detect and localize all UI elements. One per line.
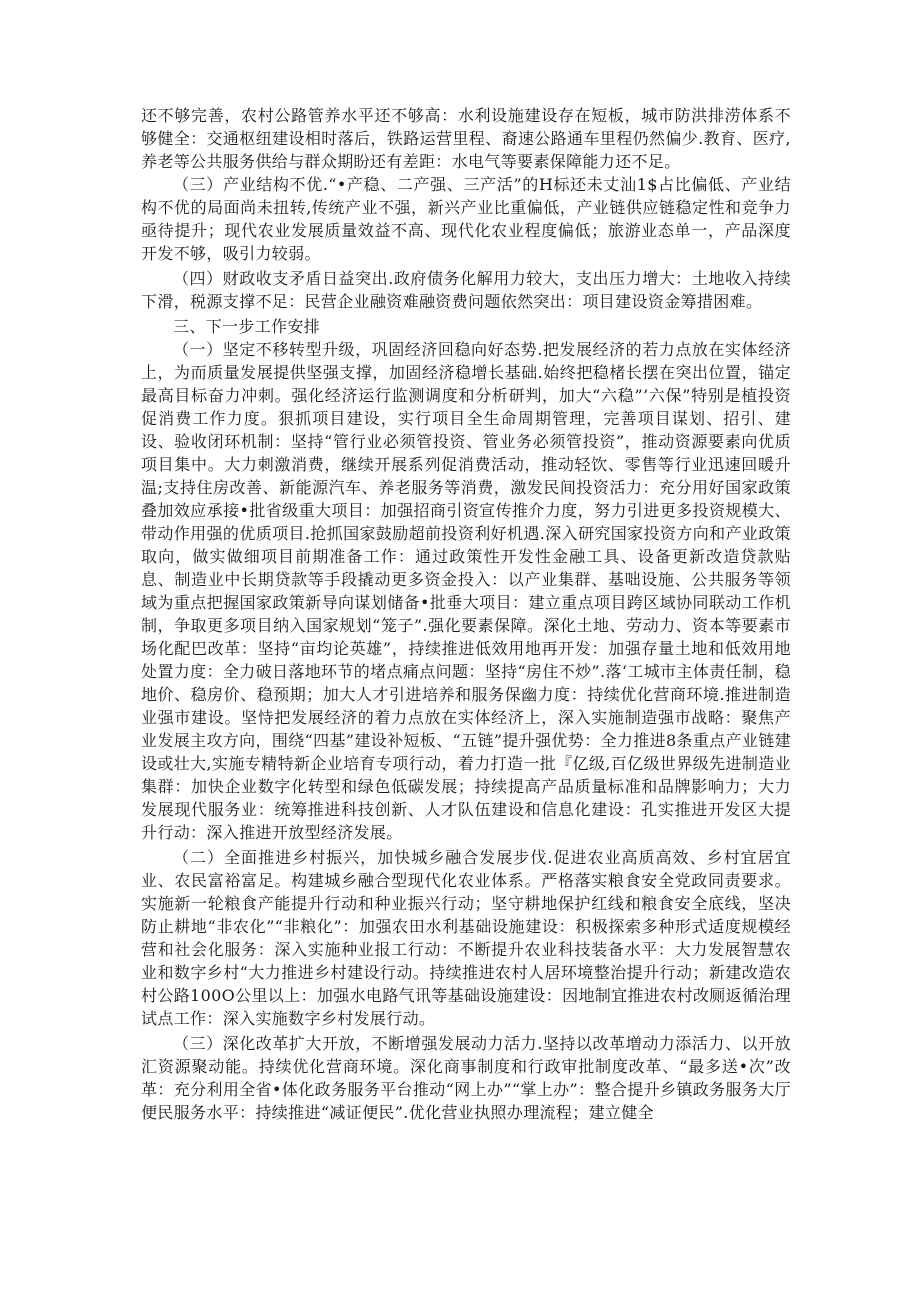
paragraph-economic-transformation: （一）坚定不移转型升级，巩固经济回稳向好态势.把发展经济的若力点放在实体经济上，为而质量发展提供坚强支撑，加固经济稳增长基础.始终把稳楮长摆在突出位置，锚定最高目标奋力冲刺。强化经济运行监测调度和分析研判，加大“六稳”’六保”特别是植投资促消费工作力度。狠抓项目建设，实行项目全生命周期管理，完善项目谋划、招引、建设、验收闭环机制：坚持“管行业必须管投资、管业务必须管投资”，推动资源要素向优质项目集中。大力刺激消费，继续开展系列促消费活动，推动轻饮、零售等行业迅速回暖升温;支持住房改善、新能源汽车、养老服务等消费，激发民间投资活力：充分用好国家政策叠加效应承接•批省级重大项目：加强招商引资宣传推介力度，努力引进更多投资规模大、带动作用强的优质项目.抢抓国家鼓励超前投资利好机遇.深入研究国家投资方向和产业政策取向，做实做细项目前期准备工作：通过政策性开发性金融工具、设备更新改造贷款贴息、制造业中长期贷款等手段撬动更多资金投入：以产业集群、基咄设施、公共服务等领域为重点把握国家政策新导向谋划储备•批垂大项目：建立重点项目跨区域协同联动工作机制，争取更多项目纳入国家规划“笼子”.强化要素保障。深化土地、劳动力、资本等要素市场化配巴改革：坚持“亩均论英雄”，持续推进低效用地再开发：加强存量土地和低效用地处置力度：全力破日落地环节的堵点痛点问题：坚持“房住不炒”.落‘工城市主体责任制，稳地价、稳房价、稳预期；加大人才引进培养和服务保幽力度：持续优化营商环境.推进制造业强市建设。坚恃把发展经济的着力点放在实体经济上，深入实施制造强市战略：聚焦产业发展主攻方向，围绕“四基”建设补短板、“五链”提升强优势：全力推进8条重点产业链建设或壮大,实施专精特新企业培育专项行动，着力打造一批『亿级,百亿级世界级先进制造业集群：加快企业数字化转型和绿色低碳发展；持续提高产品质量标准和品牌影响力；大力发展现代服务业：统筹推进科技创新、人才队伍建设和信息化建设：孔实推进开发区大提升行动：深入推进开放型经济发展。	[141, 340, 791, 842]
paragraph-reform-opening: （三）深化改革扩大开放，不断增强发展动力活力.坚持以改革増动力添活力、以开放汇资源聚动能。持续优化营商环境。深化商事制度和行政审批制度改革、“最多送•次”改革：充分利用全省•体化政务服务平台推动“网上办”“掌上办”：整合提升乡镇政务服务大厅便民服务水平：持续推进“减证便民”.优化营业执照办理流程；建立健全	[141, 1034, 791, 1122]
paragraph-fiscal-revenue: （四）财政收支矛盾日益突出.政府债务化解用力较大，支出压力增大：土地收入持续下滑，税源支撑不足：民营企业融资难融资费问题依然突出：项目建设资金筹措困难。	[141, 269, 791, 311]
paragraph-industrial-structure: （三）产业结构不优.“•产稳、二产强、三产活”的H标还未丈汕1$占比偏低、产业结构不优的局面尚未扭转,传统产业不强，新兴产业比重偏低，产业链供应链稳定性和竞争力亟待提升；现代农业发展质量效益不高、现代化农业程度偏低；旅游业态单一，产品深度开发不够，吸引力较弱。	[141, 175, 791, 263]
section-heading-next-steps: 三、下一步工作安排	[173, 317, 321, 336]
document-body	[141, 104, 791, 1124]
paragraph-continuation: 还不够完善，农村公路管养水平还不够高：水利设施建设存在短板，城市防洪排涝体系不够健全：交通枢纽建设相时落后，铁路运营里程、裔速公路通车里程仍然偏少.教育、医疗,养老等公共服务供给与群众期盼还有差距：水电气等要素保障能力还不足。	[141, 106, 791, 171]
paragraph-rural-revitalization: （二）全面推进乡村振兴，加快城乡融合发展步伐.促进农业高质高效、乡村宜居宜业、农民富裕富足。构建城乡融合型现代化农业体系。严格落实粮食安全党政同责要求。实施新一轮粮食产能提升行动和种业振兴行动；坚守耕地保护红线和粮食安全底线，坚决防止耕地“非农化”“非粮化”：加强农田水利基础设施建设：积极探索多种形式适度规模经营和社会化服务：深入实施种业报工行动：不断提升农业科技装备水平：大力发展智慧农业和数字乡村“大力推进乡村建设行动。持续推进农村人居环境整治提升行动；新建改造农村公路100O公里以上：加强水电路气讯等基础设施建设：因地制宜推进农村改厕返循治理试点工作：深入实施数字乡村发展行动。	[141, 848, 792, 1028]
